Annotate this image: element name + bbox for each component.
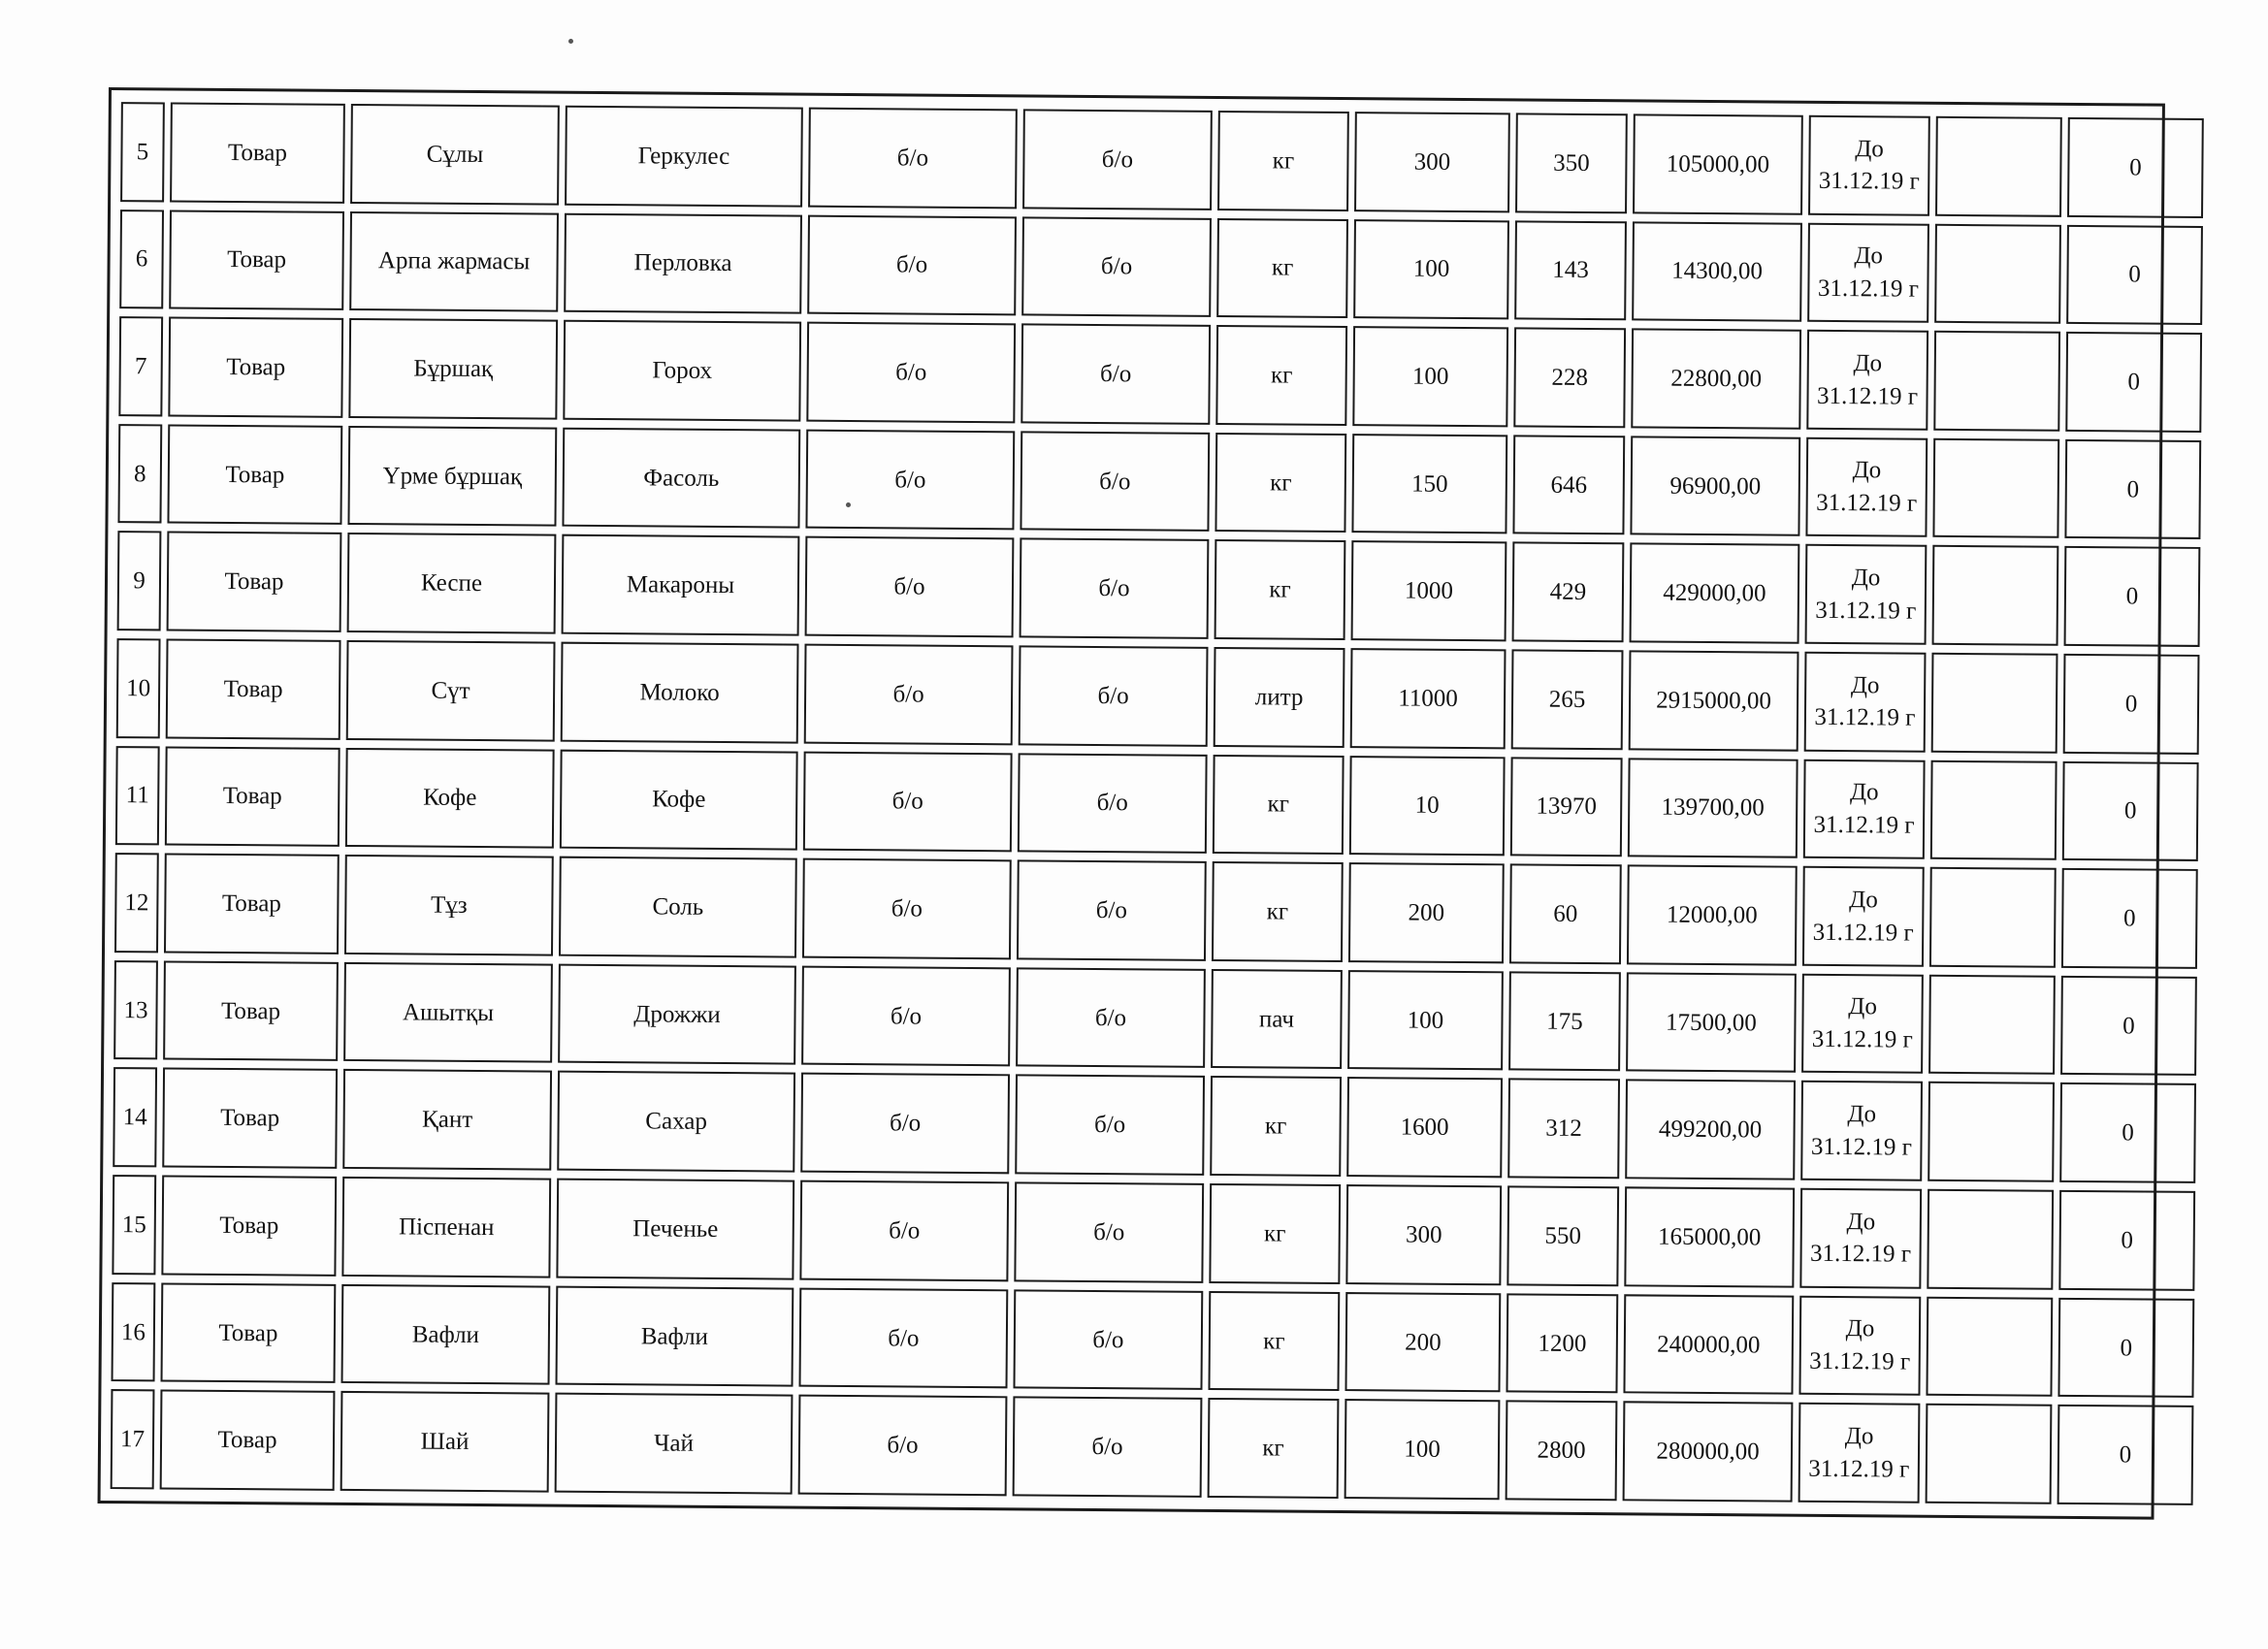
total-sum: 280000,00: [1623, 1402, 1794, 1503]
delivery-term-date: 31.12.19 г: [1816, 382, 1919, 410]
item-name-russian: Фасоль: [562, 428, 800, 530]
item-name-russian: Вафли: [556, 1285, 794, 1387]
item-name-russian: Соль: [559, 857, 797, 958]
quantity: 1000: [1351, 541, 1507, 642]
unit-price: 143: [1514, 220, 1627, 321]
item-spec-1: б/о: [807, 214, 1017, 315]
delivery-term-date: 31.12.19 г: [1809, 1241, 1912, 1269]
delivery-term: [1808, 115, 1930, 216]
item-spec-2: б/о: [1013, 1397, 1203, 1498]
item-name-kazakh: Сүт: [346, 640, 556, 741]
item-name-kazakh: Бұршақ: [348, 318, 558, 419]
unit-of-measure: кг: [1210, 1076, 1342, 1177]
table-row: [114, 853, 2198, 968]
empty-cell: [1930, 760, 2057, 860]
item-spec-2: б/о: [1021, 324, 1211, 425]
item-spec-1: б/о: [800, 1073, 1010, 1174]
table-row: [112, 1282, 2195, 1398]
row-number: 6: [119, 210, 164, 309]
unit-of-measure: кг: [1217, 111, 1349, 211]
item-spec-1: б/о: [798, 1395, 1008, 1496]
quantity: 100: [1345, 1399, 1501, 1500]
item-name-kazakh: Қант: [342, 1069, 552, 1170]
table-row: [113, 1068, 2196, 1183]
unit-price: 312: [1507, 1079, 1620, 1180]
delivery-term-prefix: До: [1852, 457, 1882, 484]
empty-cell: [1926, 1404, 2053, 1504]
quantity: 200: [1345, 1292, 1501, 1393]
final-value: 0: [2064, 439, 2201, 540]
final-value: 0: [2057, 1298, 2194, 1399]
quantity: 100: [1352, 326, 1508, 427]
quantity: 10: [1349, 756, 1506, 857]
item-type: Товар: [169, 210, 344, 310]
unit-of-measure: кг: [1215, 433, 1346, 534]
table-row: [117, 424, 2201, 539]
row-number: 11: [115, 746, 160, 846]
total-sum: 139700,00: [1628, 758, 1798, 858]
delivery-term: [1801, 974, 1924, 1075]
delivery-term-date: 31.12.19 г: [1816, 489, 1918, 517]
delivery-term-prefix: До: [1845, 1315, 1875, 1342]
item-spec-2: б/о: [1016, 967, 1206, 1068]
item-name-kazakh: Тұз: [344, 855, 554, 955]
total-sum: 240000,00: [1623, 1294, 1794, 1395]
unit-price: 175: [1508, 971, 1621, 1072]
unit-of-measure: пач: [1211, 969, 1343, 1070]
delivery-term-prefix: До: [1846, 1208, 1876, 1235]
item-spec-2: б/о: [1020, 538, 1210, 639]
delivery-term-prefix: До: [1850, 671, 1880, 698]
empty-cell: [1932, 545, 2059, 646]
unit-of-measure: кг: [1216, 218, 1348, 319]
table-row: [115, 746, 2199, 861]
delivery-term: [1803, 759, 1926, 859]
unit-price: 1200: [1506, 1293, 1618, 1394]
quantity: 300: [1345, 1184, 1502, 1285]
unit-price: 646: [1512, 435, 1625, 535]
delivery-term-date: 31.12.19 г: [1812, 919, 1914, 947]
item-spec-2: б/о: [1015, 1075, 1205, 1176]
row-number: 5: [120, 102, 165, 202]
row-number: 15: [112, 1175, 156, 1275]
final-value: 0: [2064, 546, 2201, 647]
quantity: 200: [1348, 862, 1505, 963]
empty-cell: [1928, 975, 2056, 1076]
item-name-russian: Чай: [555, 1393, 794, 1495]
empty-cell: [1932, 438, 2059, 539]
item-type: Товар: [163, 960, 339, 1061]
item-spec-1: б/о: [802, 858, 1012, 959]
unit-price: 350: [1515, 113, 1628, 213]
item-type: Товар: [165, 746, 340, 847]
unit-of-measure: кг: [1215, 325, 1347, 426]
item-name-russian: Печенье: [556, 1179, 794, 1280]
final-value: 0: [2061, 868, 2198, 969]
row-number: 7: [118, 316, 163, 416]
item-type: Товар: [162, 1068, 338, 1169]
table-row: [120, 102, 2204, 217]
unit-price: 429: [1512, 542, 1625, 643]
unit-price: 2800: [1506, 1401, 1618, 1502]
item-name-kazakh: Кофе: [345, 748, 555, 849]
item-name-kazakh: Кеспе: [347, 533, 557, 633]
unit-price: 265: [1511, 649, 1624, 750]
item-spec-1: б/о: [803, 751, 1013, 852]
delivery-term: [1799, 1188, 1922, 1289]
delivery-term-prefix: До: [1853, 349, 1883, 377]
item-type: Товар: [161, 1176, 337, 1277]
delivery-term-prefix: До: [1844, 1423, 1874, 1450]
item-spec-1: б/о: [804, 644, 1014, 745]
unit-of-measure: литр: [1214, 647, 1345, 748]
goods-table: [105, 94, 2210, 1513]
empty-cell: [1934, 223, 2061, 324]
delivery-term-prefix: До: [1849, 779, 1879, 806]
row-number: 16: [112, 1282, 156, 1382]
table-row: [113, 960, 2197, 1076]
unit-price: 550: [1507, 1185, 1619, 1286]
total-sum: 12000,00: [1627, 865, 1798, 966]
unit-of-measure: кг: [1208, 1398, 1340, 1499]
delivery-term-date: 31.12.19 г: [1811, 1025, 1913, 1053]
goods-table-body: [111, 102, 2204, 1505]
total-sum: 22800,00: [1631, 329, 1801, 430]
total-sum: 17500,00: [1626, 972, 1797, 1073]
quantity: 300: [1354, 112, 1510, 212]
item-type: Товар: [168, 317, 343, 418]
item-name-russian: Молоко: [561, 642, 799, 744]
row-number: 14: [113, 1068, 157, 1168]
quantity: 100: [1347, 970, 1504, 1071]
delivery-term: [1807, 222, 1929, 323]
delivery-term-prefix: До: [1849, 886, 1878, 914]
empty-cell: [1927, 1189, 2054, 1290]
quantity: 11000: [1350, 648, 1507, 749]
item-type: Товар: [170, 103, 345, 204]
item-spec-1: б/о: [808, 108, 1018, 209]
item-type: Товар: [161, 1282, 337, 1383]
unit-price: 13970: [1510, 757, 1623, 857]
empty-cell: [1933, 331, 2060, 432]
total-sum: 96900,00: [1630, 436, 1800, 536]
item-spec-1: б/о: [798, 1287, 1008, 1388]
item-spec-2: б/о: [1021, 216, 1212, 317]
delivery-term-date: 31.12.19 г: [1815, 597, 1917, 625]
delivery-term: [1805, 544, 1928, 645]
table-row: [116, 638, 2200, 754]
total-sum: 429000,00: [1630, 543, 1800, 644]
row-number: 13: [113, 960, 158, 1060]
item-name-kazakh: Сұлы: [350, 104, 560, 205]
item-name-russian: Кофе: [560, 749, 798, 851]
unit-price: 60: [1509, 864, 1622, 965]
item-name-russian: Перловка: [564, 212, 802, 314]
delivery-term: [1806, 330, 1928, 431]
delivery-term: [1804, 652, 1927, 753]
goods-table-frame: [98, 87, 2165, 1520]
quantity: 150: [1351, 434, 1507, 534]
item-name-kazakh: Арпа жармасы: [349, 211, 559, 312]
final-value: 0: [2063, 654, 2200, 755]
row-number: 8: [117, 424, 162, 524]
total-sum: 165000,00: [1624, 1186, 1795, 1287]
item-name-kazakh: Шай: [340, 1391, 550, 1492]
quantity: 100: [1353, 219, 1509, 320]
item-spec-2: б/о: [1022, 109, 1213, 210]
item-name-kazakh: Піспенан: [341, 1177, 551, 1277]
delivery-term: [1805, 437, 1928, 538]
delivery-term-prefix: До: [1854, 242, 1884, 270]
final-value: 0: [2059, 1083, 2196, 1183]
item-name-russian: Горох: [563, 320, 801, 422]
unit-of-measure: кг: [1208, 1291, 1340, 1392]
delivery-term-prefix: До: [1847, 1101, 1877, 1128]
item-name-kazakh: Вафли: [341, 1284, 551, 1385]
delivery-term-date: 31.12.19 г: [1808, 1455, 1910, 1483]
row-number: 12: [114, 853, 159, 953]
total-sum: 105000,00: [1633, 113, 1803, 214]
empty-cell: [1926, 1296, 2053, 1397]
item-spec-1: б/о: [801, 966, 1011, 1067]
table-row: [119, 210, 2203, 325]
item-spec-2: б/о: [1018, 753, 1208, 854]
item-type: Товар: [167, 424, 342, 525]
quantity: 1600: [1346, 1078, 1503, 1179]
total-sum: 499200,00: [1625, 1080, 1796, 1180]
empty-cell: [1935, 116, 2062, 217]
unit-of-measure: кг: [1209, 1183, 1341, 1284]
table-row: [112, 1175, 2195, 1290]
delivery-term-date: 31.12.19 г: [1809, 1347, 1911, 1375]
final-value: 0: [2058, 1190, 2195, 1291]
unit-of-measure: кг: [1215, 539, 1346, 640]
final-value: 0: [2060, 976, 2197, 1077]
item-spec-1: б/о: [799, 1180, 1009, 1281]
row-number: 10: [116, 638, 161, 738]
delivery-term: [1800, 1081, 1923, 1181]
delivery-term-date: 31.12.19 г: [1818, 168, 1920, 195]
delivery-term-prefix: До: [1855, 135, 1884, 162]
delivery-term-prefix: До: [1848, 993, 1877, 1020]
item-spec-1: б/о: [805, 536, 1015, 637]
item-name-kazakh: Ашытқы: [343, 962, 553, 1063]
item-spec-1: б/о: [806, 322, 1016, 423]
total-sum: 14300,00: [1632, 221, 1802, 322]
total-sum: 2915000,00: [1629, 650, 1799, 751]
item-type: Товар: [164, 854, 340, 954]
item-name-russian: Дрожжи: [558, 964, 796, 1066]
table-row: [117, 532, 2201, 647]
item-name-kazakh: Үрме бұршақ: [347, 426, 557, 527]
delivery-term: [1798, 1403, 1921, 1504]
delivery-term-date: 31.12.19 г: [1817, 275, 1920, 303]
empty-cell: [1929, 867, 2057, 968]
delivery-term-prefix: До: [1851, 565, 1881, 592]
table-row: [118, 316, 2202, 432]
final-value: 0: [2065, 332, 2202, 433]
item-type: Товар: [160, 1390, 336, 1491]
unit-of-measure: кг: [1213, 755, 1345, 856]
table-row: [111, 1389, 2194, 1505]
delivery-term: [1798, 1295, 1921, 1396]
unit-price: 228: [1513, 328, 1626, 429]
item-spec-2: б/о: [1014, 1181, 1204, 1282]
item-spec-1: б/о: [805, 429, 1015, 530]
item-spec-2: б/о: [1013, 1289, 1203, 1390]
item-name-russian: Геркулес: [565, 106, 803, 208]
unit-of-measure: кг: [1212, 861, 1344, 962]
final-value: 0: [2062, 761, 2199, 862]
row-number: 9: [117, 532, 162, 631]
item-spec-2: б/о: [1020, 431, 1210, 532]
final-value: 0: [2057, 1405, 2194, 1505]
scan-speck: [568, 39, 573, 44]
item-name-russian: Макароны: [562, 534, 800, 636]
item-type: Товар: [166, 639, 341, 740]
item-type: Товар: [167, 532, 342, 632]
delivery-term-date: 31.12.19 г: [1810, 1133, 1913, 1161]
delivery-term-date: 31.12.19 г: [1813, 811, 1915, 839]
delivery-term: [1802, 866, 1925, 967]
item-spec-2: б/о: [1017, 860, 1207, 961]
item-spec-2: б/о: [1019, 645, 1209, 746]
empty-cell: [1928, 1082, 2055, 1182]
row-number: 17: [111, 1389, 155, 1489]
item-name-russian: Сахар: [557, 1071, 795, 1173]
delivery-term-date: 31.12.19 г: [1814, 704, 1916, 731]
final-value: 0: [2067, 117, 2204, 218]
empty-cell: [1931, 653, 2058, 754]
final-value: 0: [2066, 224, 2203, 325]
